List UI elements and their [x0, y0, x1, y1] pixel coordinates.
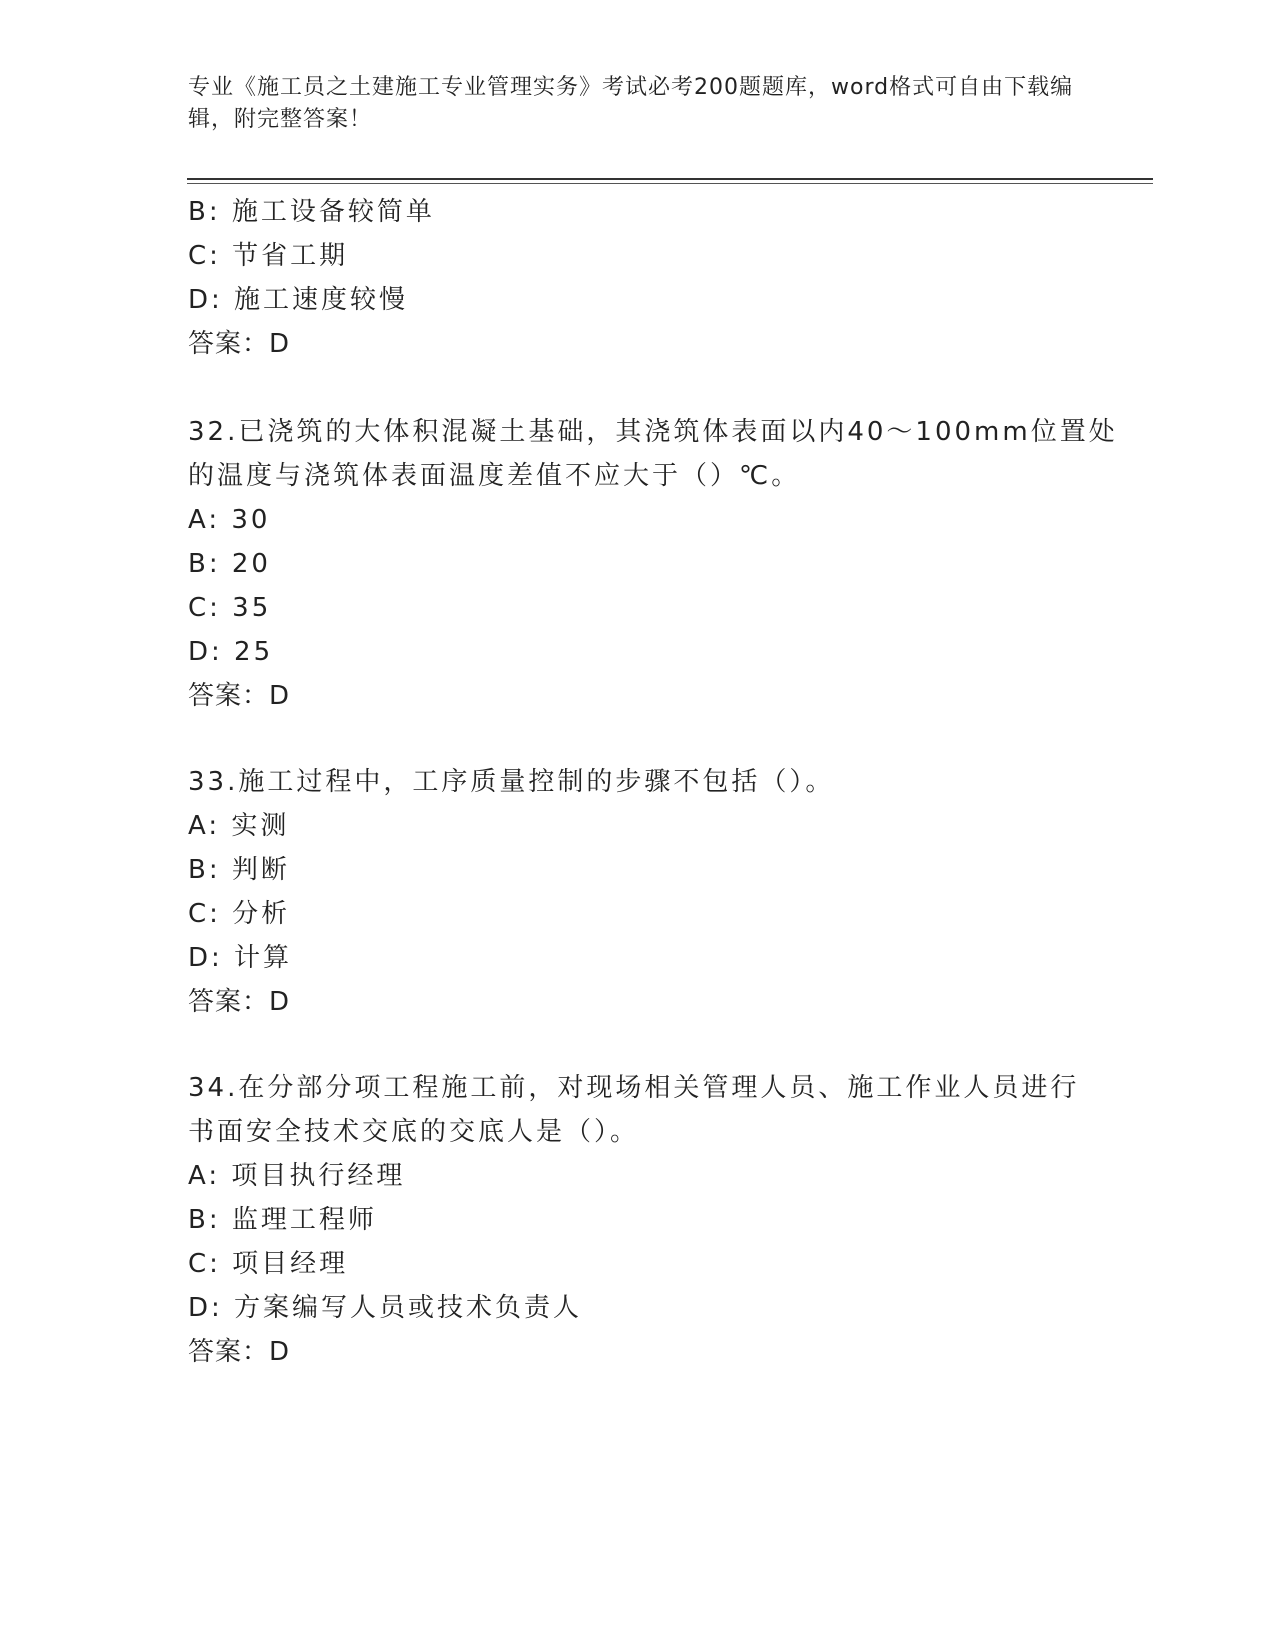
option-d: D: 方案编写人员或技术负责人 [188, 1293, 583, 1323]
option-d: D: 25 [188, 637, 274, 667]
option-d: D: 施工速度较慢 [188, 285, 409, 315]
question-stem: 33.施工过程中，工序质量控制的步骤不包括（）。 [188, 767, 835, 797]
header-rule-thick [187, 178, 1153, 180]
answer-line: 答案：D [188, 681, 291, 711]
answer-line: 答案：D [188, 1337, 291, 1367]
option-b: B: 判断 [188, 855, 290, 885]
answer-line: 答案：D [188, 987, 291, 1017]
question-stem: 34.在分部分项工程施工前，对现场相关管理人员、施工作业人员进行 [188, 1073, 1080, 1103]
option-c: C: 节省工期 [188, 241, 349, 271]
option-c: C: 35 [188, 593, 272, 623]
header-rule-thin [187, 183, 1153, 184]
question-stem: 的温度与浇筑体表面温度差值不应大于（）℃。 [188, 461, 801, 491]
answer-line: 答案：D [188, 329, 291, 359]
option-c: C: 分析 [188, 899, 291, 929]
document-header: 专业《施工员之土建施工专业管理实务》考试必考200题题库，word格式可自由下载编辑，附完整答案！ [188, 75, 1074, 132]
option-b: B: 施工设备较简单 [188, 197, 435, 227]
option-a: A: 30 [188, 505, 271, 535]
question-stem: 书面安全技术交底的交底人是（）。 [188, 1117, 640, 1147]
option-a: A: 项目执行经理 [188, 1161, 406, 1191]
option-b: B: 监理工程师 [188, 1205, 377, 1235]
option-a: A: 实测 [188, 811, 290, 841]
option-b: B: 20 [188, 549, 271, 579]
option-c: C: 项目经理 [188, 1249, 349, 1279]
question-stem: 32.已浇筑的大体积混凝土基础，其浇筑体表面以内40～100mm位置处 [188, 417, 1118, 447]
option-d: D: 计算 [188, 943, 293, 973]
